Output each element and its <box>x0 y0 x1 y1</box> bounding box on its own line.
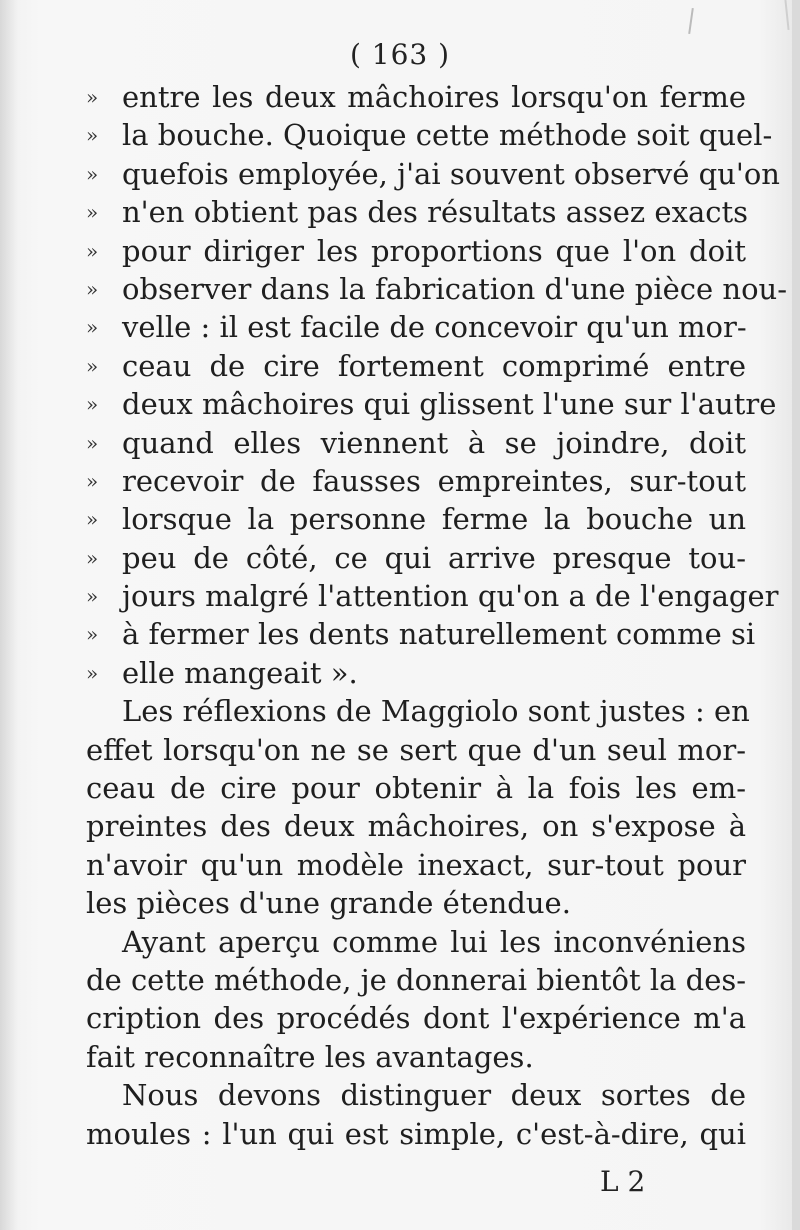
text-line: » quand elles viennent à se joindre, doit <box>86 424 746 462</box>
text-line: » lorsque la personne ferme la bouche un <box>86 500 746 538</box>
text-line: cription des procédés dont l'expérience m'a <box>86 1001 746 1036</box>
text-line: » pour diriger les proportions que l'on doit <box>86 232 746 270</box>
text-line: preintes des deux mâchoires, on s'expose à <box>86 809 746 844</box>
text-line: les pièces d'une grande étendue. <box>86 886 571 921</box>
text-line: Nous devons distinguer deux sortes de <box>122 1078 746 1113</box>
text-line: » à fermer les dents naturellement comme si <box>86 615 746 653</box>
text-line: » n'en obtient pas des résultats assez exacts <box>86 193 746 231</box>
text-line: » jours malgré l'attention qu'on a de l'engager <box>86 577 746 615</box>
text-line: » peu de côté, ce qui arrive presque tou- <box>86 539 746 577</box>
text-line: » ceau de cire fortement comprimé entre <box>86 347 746 385</box>
text-line-italic-phrase: » deux mâchoires qui glissent l'une sur l'autre <box>86 385 746 423</box>
text-line: » la bouche. Quoique cette méthode soit quel- <box>86 116 746 154</box>
scan-mark <box>784 0 789 30</box>
scan-mark <box>688 8 694 34</box>
text-line: ceau de cire pour obtenir à la fois les em- <box>86 771 746 806</box>
text-line: » entre les deux mâchoires lorsqu'on ferme <box>86 78 746 116</box>
text-line: » velle : il est facile de concevoir qu'un mor- <box>86 308 746 346</box>
text-line: effet lorsqu'on ne se sert que d'un seul mor- <box>86 732 746 767</box>
text-line: moules : l'un qui est simple, c'est-à-dire, qui <box>86 1116 746 1151</box>
text-line: » recevoir de fausses empreintes, sur-tout <box>86 462 746 500</box>
text-line: » quefois employée, j'ai souvent observé qu'on <box>86 155 746 193</box>
text-line: » elle mangeait ». <box>86 654 746 692</box>
text-line: n'avoir qu'un modèle inexact, sur-tout pour <box>86 847 746 882</box>
text-line: Ayant aperçu comme lui les inconvéniens <box>122 924 746 959</box>
body-text <box>86 78 788 1153</box>
signature-mark: L 2 <box>600 1165 646 1198</box>
text-line: de cette méthode, je donnerai bientôt la des- <box>86 962 747 997</box>
text-line: fait reconnaître les avantages. <box>86 1039 534 1074</box>
page-number: ( 163 ) <box>349 38 451 71</box>
text-line: » observer dans la fabrication d'une pièce nou- <box>86 270 746 308</box>
text-line: Les réflexions de Maggiolo sont justes : en <box>122 694 750 729</box>
scan-edge <box>792 0 800 1230</box>
